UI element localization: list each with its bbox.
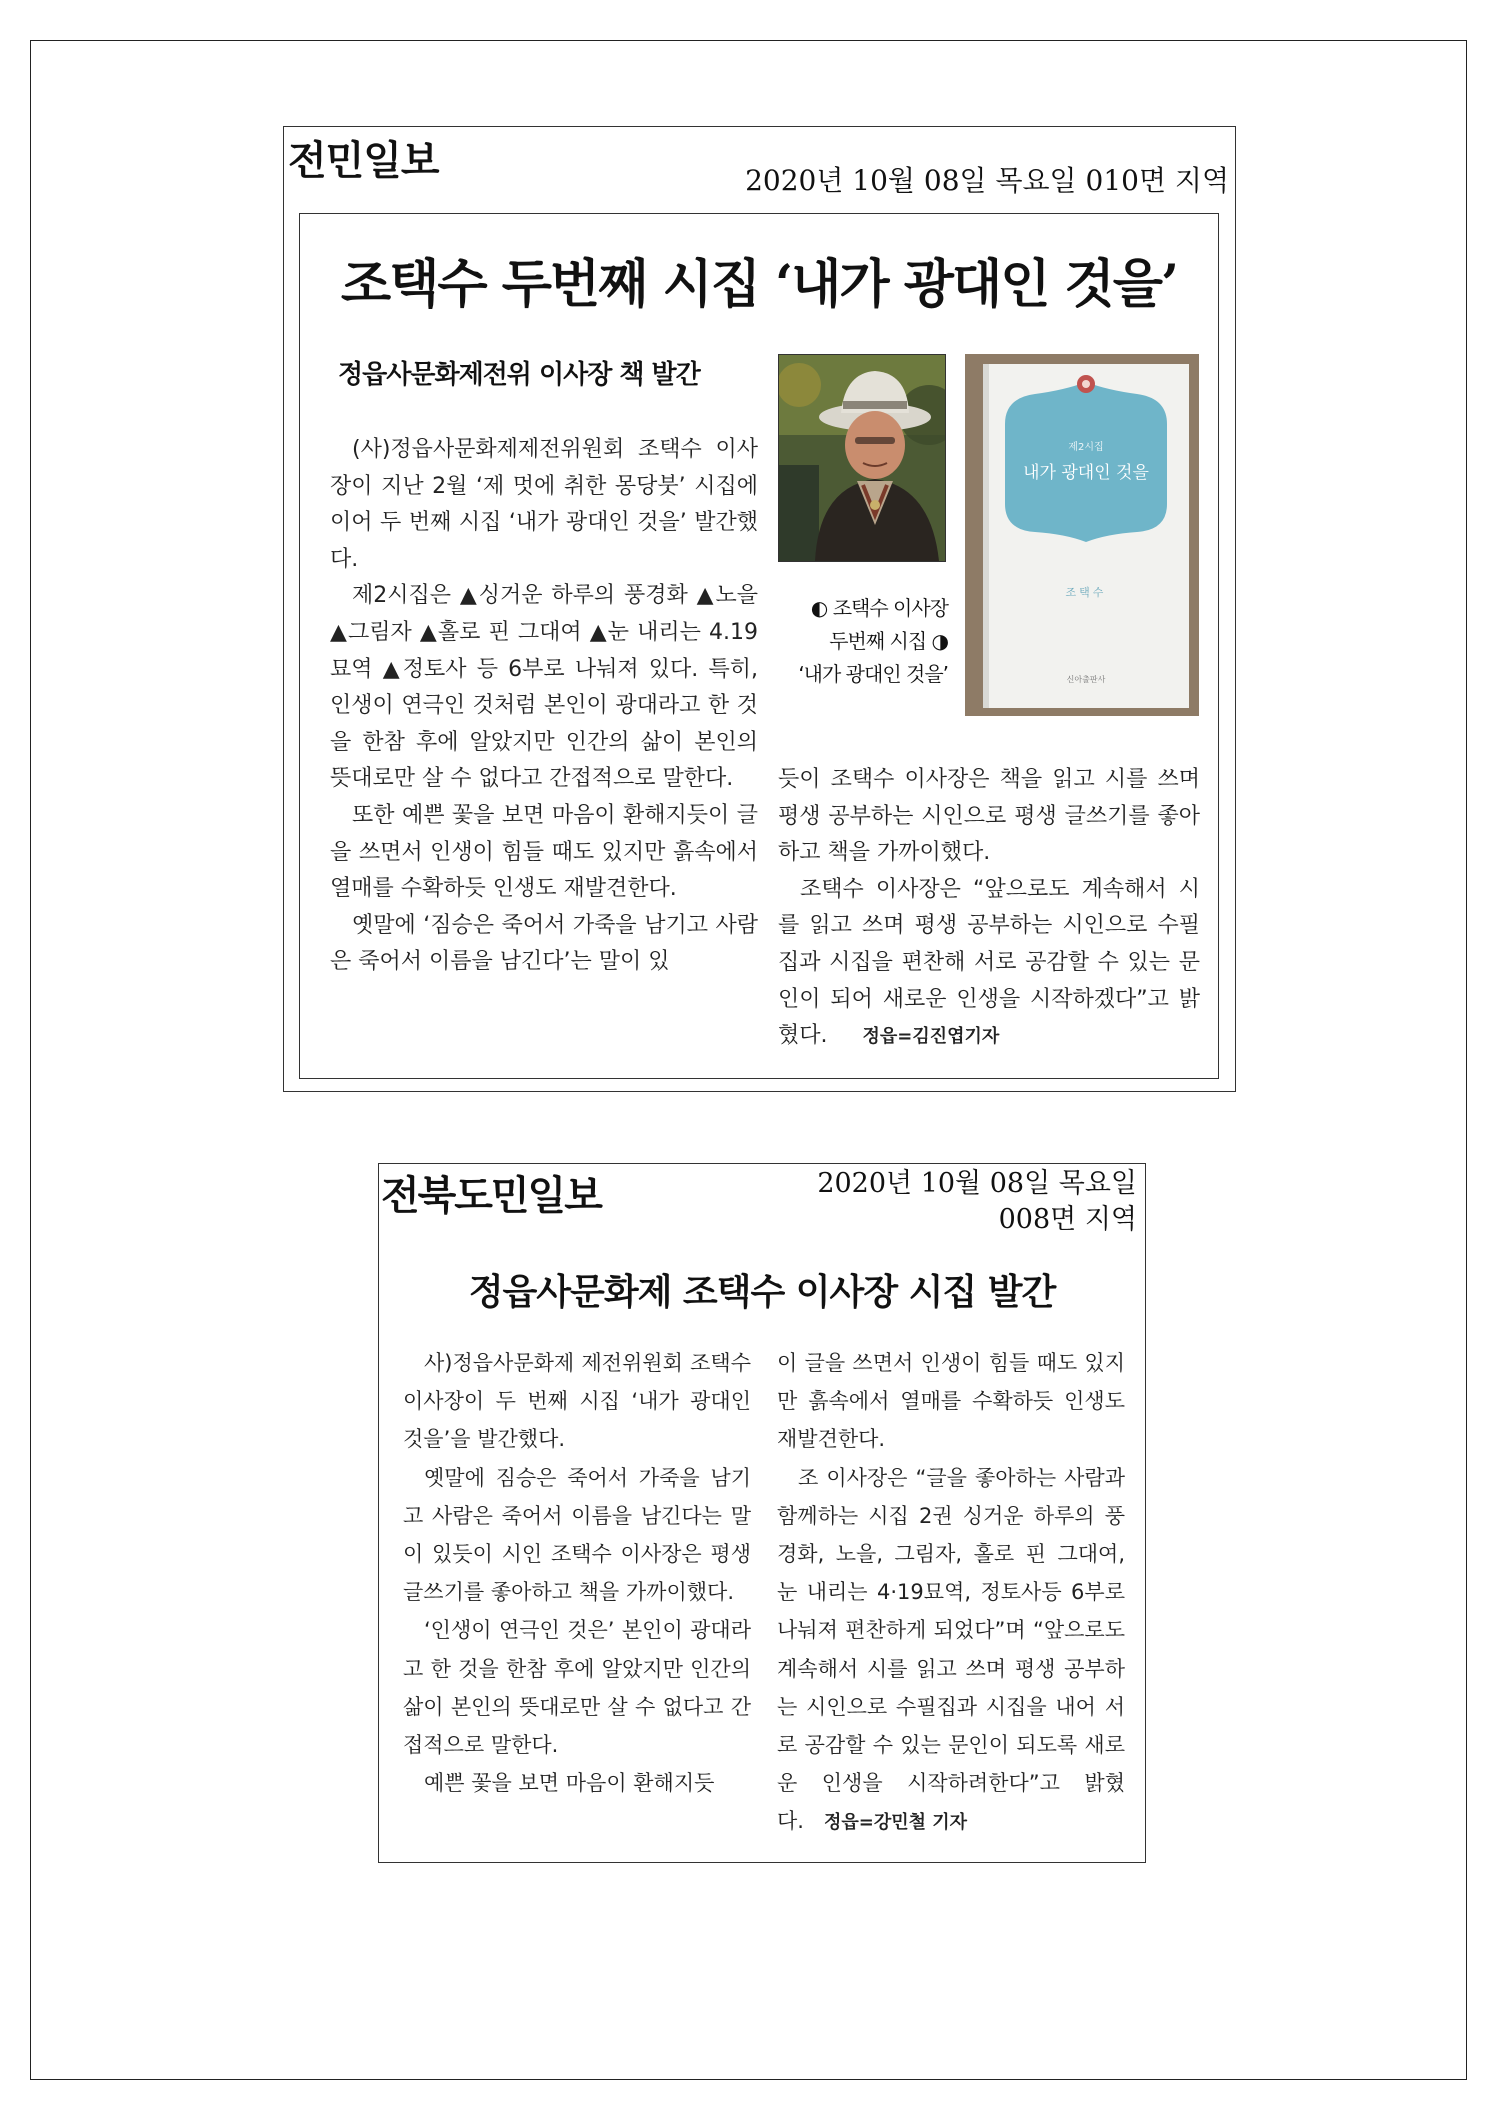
article-paragraph-text: 조택수 이사장은 “앞으로도 계속해서 시를 읽고 쓰며 평생 공부하는 시인으로 수필집과 시집을 편찬해 서로 공감할 수 있는 문인이 되어 새로운 인생을 시작하겠다”고 밝혔다. xyxy=(778,876,1200,1049)
article-headline: 조택수 두번째 시집 ‘내가 광대인 것을’ xyxy=(340,254,1178,315)
article-paragraph xyxy=(777,1459,1125,1843)
article-paragraph: 옛말에 ‘짐승은 죽어서 가죽을 남기고 사람은 죽어서 이름을 남긴다’는 말이 있 xyxy=(330,912,758,975)
article-paragraph: 듯이 조택수 이사장은 책을 읽고 시를 쓰며 평생 공부하는 시인으로 평생 글쓰기를 좋아하고 책을 가까이했다. xyxy=(778,767,1200,866)
book-cover-photo xyxy=(965,354,1199,716)
newspaper-name: 전북도민일보 xyxy=(381,1173,601,1219)
newspaper-clipping-jeonmin xyxy=(283,126,1236,1092)
article-column-left xyxy=(403,1344,751,1802)
book-publisher: 신아출판사 xyxy=(1066,675,1106,684)
book-series-label: 제2시집 xyxy=(1068,442,1104,453)
dateline-page: 008면 지역 xyxy=(998,1204,1137,1235)
portrait-illustration xyxy=(779,355,945,561)
portrait-photo xyxy=(778,354,946,562)
article-paragraph: (사)정읍사문화제제전위원회 조택수 이사장이 지난 2월 ‘제 멋에 취한 몽당붓’ 시집에 이어 두 번째 시집 ‘내가 광대인 것을’ 발간했다. xyxy=(330,437,758,572)
article-paragraph: 예쁜 꽃을 보면 마음이 환해지듯 xyxy=(424,1771,715,1796)
book-cover-illustration xyxy=(965,354,1199,716)
article-byline: 정읍=강민철 기자 xyxy=(824,1812,968,1834)
article-paragraph xyxy=(778,872,1200,1056)
article-paragraph: ‘인생이 연극인 것은’ 본인이 광대라고 한 것을 한참 후에 알았지만 인간의 삶이 본인의 뜻대로만 살 수 없다고 간접적으로 말한다. xyxy=(403,1618,751,1758)
article-headline: 정읍사문화제 조택수 이사장 시집 발간 xyxy=(468,1271,1056,1313)
book-author: 조택수 xyxy=(1065,586,1107,599)
article-paragraph: 제2시집은 ▲싱거운 하루의 풍경화 ▲노을 ▲그림자 ▲홀로 핀 그대여 ▲눈 내리는 4.19묘역 ▲정토사 등 6부로 나눠져 있다. 특히, 인생이 연극인 것처럼 본인이 광대라고 한 것을 한참 후에 알았지만 인간의 삶이 본인의 뜻대로만 살 수 없다고 간접적으로 말한다. xyxy=(330,583,758,792)
caption-line: ‘내가 광대인 것을’ xyxy=(798,662,948,686)
article-paragraph-text: 조 이사장은 “글을 좋아하는 사람과 함께하는 시집 2권 싱거운 하루의 풍경화, 노을, 그림자, 홀로 핀 그대여, 눈 내리는 4·19묘역, 정토사등 6부로 나눠져 편찬하게 되었다”며 “앞으로도 계속해서 시를 읽고 쓰며 평생 공부하는 시인으로 수필집과 시집을 내어 서로 공감할 수 있는 문인이 되도록 새로운 인생을 시작하려한다”고 밝혔다. xyxy=(777,1465,1125,1834)
newspaper-clipping-jeonbuk xyxy=(378,1163,1146,1863)
article-paragraph: 이 글을 쓰면서 인생이 힘들 때도 있지만 흙속에서 열매를 수확하듯 인생도 재발견한다. xyxy=(777,1351,1125,1452)
article-paragraph: 사)정읍사문화제 제전위원회 조택수 이사장이 두 번째 시집 ‘내가 광대인 것을’을 발간했다. xyxy=(403,1351,751,1452)
caption-line: 두번째 시집 ◑ xyxy=(829,629,948,653)
article-box xyxy=(299,213,1219,1079)
article-paragraph: 또한 예쁜 꽃을 보면 마음이 환해지듯이 글을 쓰면서 인생이 힘들 때도 있지만 흙속에서 열매를 수확하듯 인생도 재발견한다. xyxy=(330,802,758,902)
article-column-right xyxy=(778,762,1200,1056)
book-title: 내가 광대인 것을 xyxy=(1023,463,1149,483)
article-byline: 정읍=김진엽기자 xyxy=(862,1026,1000,1048)
caption-line: ◐ 조택수 이사장 xyxy=(810,596,948,620)
article-subheadline: 정읍사문화제전위 이사장 책 발간 xyxy=(338,360,700,390)
newspaper-name: 전민일보 xyxy=(288,138,439,184)
article-dateline: 2020년 10월 08일 목요일 010면 지역 xyxy=(745,164,1229,197)
article-dateline xyxy=(817,1166,1137,1238)
article-column-left xyxy=(330,432,758,981)
photo-caption xyxy=(778,592,948,691)
article-paragraph: 옛말에 짐승은 죽어서 가죽을 남기고 사람은 죽어서 이름을 남긴다는 말이 있듯이 시인 조택수 이사장은 평생 글쓰기를 좋아하고 책을 가까이했다. xyxy=(403,1465,751,1605)
dateline-date: 2020년 10월 08일 목요일 xyxy=(817,1168,1137,1199)
article-column-right xyxy=(777,1344,1125,1843)
